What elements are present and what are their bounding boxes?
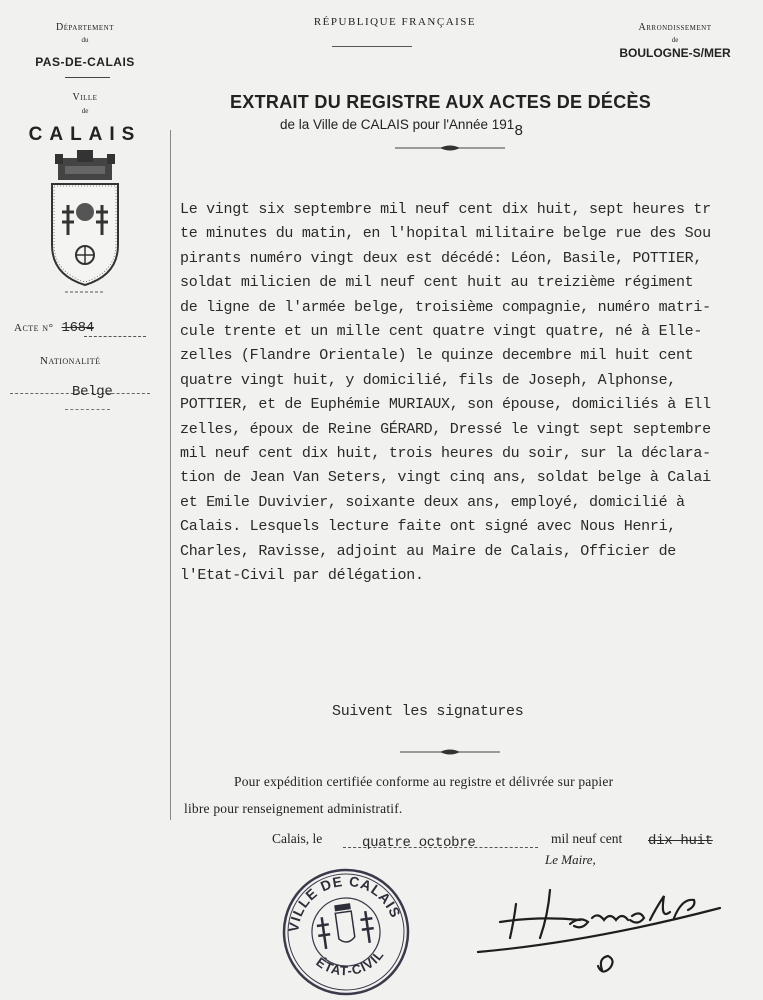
body-line: Calais. Lesquels lecture faite ont signé avec Nous Henri, <box>180 518 676 536</box>
mayor-signature-icon <box>470 860 730 980</box>
body-line: POTTIER, et de Euphémie MURIAUX, son épouse, domiciliés à Ell <box>180 396 711 414</box>
calais-le: Calais, le <box>272 831 323 846</box>
body-line: zelles (Flandre Orientale) le quinze decembre mil huit cent <box>180 347 694 365</box>
svg-text:VILLE DE CALAIS <box>278 865 404 935</box>
ville-name: CALAIS <box>28 124 142 145</box>
ornament-divider <box>400 747 500 757</box>
nationalite-value: Belge <box>72 384 113 400</box>
departement-name: PAS-DE-CALAIS <box>35 55 135 69</box>
body-line: soldat milicien de mil neuf cent huit au treizième régiment <box>180 274 694 292</box>
arrondissement-de: de <box>671 36 679 44</box>
acte-label: Acte n° <box>14 322 54 334</box>
document-subtitle <box>280 117 700 140</box>
body-line: mil neuf cent dix huit, trois heures du soir, sur la déclara- <box>180 445 711 463</box>
nationalite-label: Nationalité <box>40 355 101 367</box>
suivent-signatures: Suivent les signatures <box>332 703 524 720</box>
subtitle-text: de la Ville de CALAIS pour l'Année 191 <box>280 117 515 132</box>
stamp-bottom-text: ÉTAT-CIVIL <box>313 946 387 979</box>
date-typed: quatre octobre <box>362 835 476 851</box>
svg-text:ÉTAT-CIVIL <box>312 945 389 983</box>
coat-of-arms-icon <box>40 150 130 300</box>
death-record-body <box>180 198 763 589</box>
divider <box>65 77 110 78</box>
departement-du: du <box>81 36 89 44</box>
subtitle-year-digit: 8 <box>514 123 524 140</box>
mil-neuf-cent: mil neuf cent <box>551 831 623 846</box>
body-line: Charles, Ravisse, adjoint au Maire de Calais, Officier de <box>180 542 676 560</box>
body-line: quatre vingt huit, y domicilié, fils de Joseph, Alphonse, <box>180 371 676 389</box>
ornament-divider <box>395 143 505 153</box>
certification-line1: Pour expédition certifiée conforme au registre et délivrée sur papier <box>234 774 614 789</box>
body-line: l'Etat-Civil par délégation. <box>180 567 424 585</box>
body-line: de ligne de l'armée belge, troisième compagnie, numéro matri- <box>180 298 711 316</box>
certification-line2: libre pour renseignement administratif. <box>184 801 403 816</box>
body-line: tion de Jean Van Seters, vingt cinq ans, soldat belge à Calai <box>180 469 711 487</box>
le-maire: Le Maire, <box>545 852 596 867</box>
republique-title: RÉPUBLIQUE FRANÇAISE <box>313 16 477 28</box>
stamp-top-text: VILLE DE CALAIS <box>285 872 405 933</box>
acte-number: 1684 <box>61 320 94 336</box>
body-line: zelles, époux de Reine GÉRARD, Dressé le vingt sept septembre <box>180 420 711 438</box>
margin-rule <box>170 130 171 820</box>
body-line: Le vingt six septembre mil neuf cent dix huit, sept heures tr <box>180 201 711 218</box>
divider <box>65 409 110 410</box>
divider <box>332 46 412 47</box>
body-line: et Emile Duvivier, soixante deux ans, employé, domicilié à <box>180 493 685 511</box>
arrondissement-label: Arrondissement <box>638 22 712 33</box>
acte-number-row <box>14 318 164 336</box>
etat-civil-stamp-icon <box>276 862 416 997</box>
acte-underline <box>84 336 146 337</box>
arrondissement-name: BOULOGNE-S/MER <box>619 46 731 60</box>
ville-de: de <box>81 107 89 115</box>
year-typed: dix huit <box>648 833 713 849</box>
document-title: EXTRAIT DU REGISTRE AUX ACTES DE DÉCÈS <box>230 92 652 112</box>
ville-label: Ville <box>72 92 98 103</box>
body-line: pirants numéro vingt deux est décédé: Léon, Basile, POTTIER, <box>180 249 703 267</box>
departement-label: Département <box>56 22 114 33</box>
body-line: te minutes du matin, en l'hopital militaire belge rue des Sou <box>180 225 711 243</box>
body-line: cule trente et un mille cent quatre vingt quatre, né à Elle- <box>180 323 703 341</box>
